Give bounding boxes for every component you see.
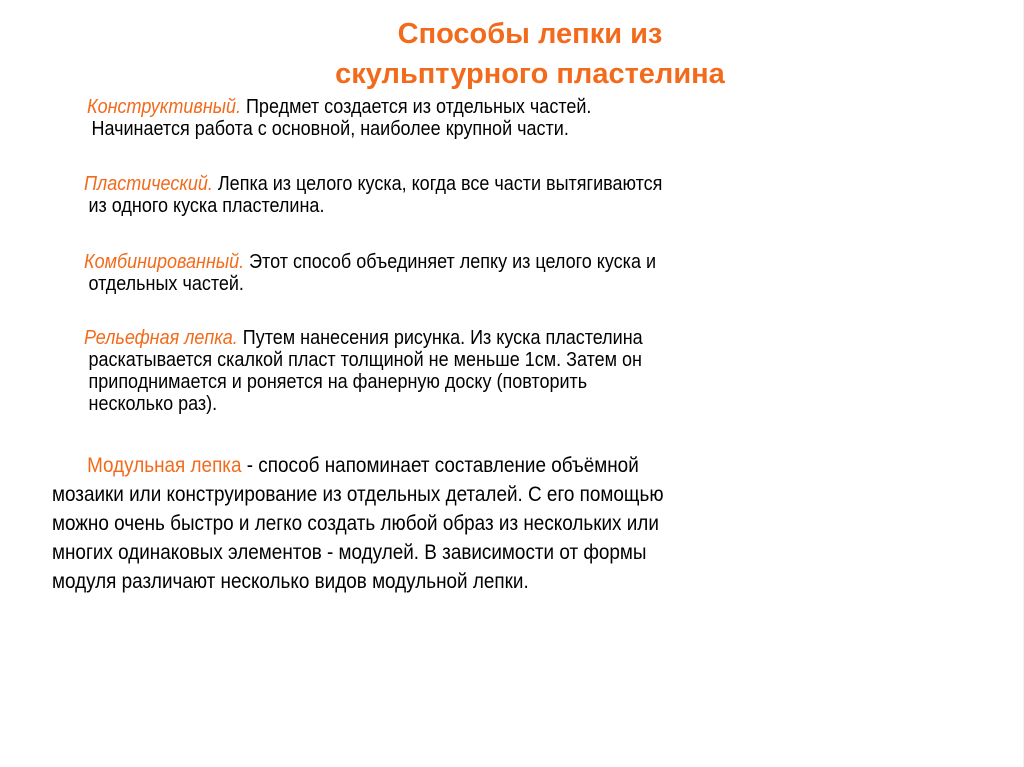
paragraph-text: Предмет создается из отдельных частей. — [240, 96, 592, 118]
paragraph-text: несколько раз). — [88, 393, 218, 415]
slide-title — [0, 14, 1024, 94]
paragraph-text: мозаики или конструирование из отдельных деталей. С его помощью — [52, 483, 664, 506]
paragraph-combined — [84, 251, 656, 295]
term-modular: Модульная лепка — [87, 454, 242, 477]
term-relief: Рельефная лепка. — [84, 327, 238, 349]
paragraph-text: приподнимается и роняется на фанерную доску (повторить — [88, 371, 588, 393]
paragraph-text: многих одинаковых элементов - модулей. В зависимости от формы — [52, 541, 647, 564]
paragraph-modular — [52, 451, 664, 596]
paragraph-text: можно очень быстро и легко создать любой образ из нескольких или — [52, 512, 659, 535]
paragraph-text: Лепка из целого куска, когда все части вытягиваются — [212, 173, 663, 195]
paragraph-text: раскатывается скалкой пласт толщиной не меньше 1см. Затем он — [88, 349, 642, 371]
paragraph-relief — [84, 327, 643, 415]
paragraph-text: - способ напоминает составление объёмной — [241, 454, 639, 477]
paragraph-text: из одного куска пластелина. — [88, 195, 325, 217]
paragraph-text: Начинается работа с основной, наиболее крупной части. — [91, 118, 569, 140]
paragraph-text: модуля различают несколько видов модульной лепки. — [52, 570, 529, 593]
term-constructive: Конструктивный. — [87, 96, 241, 118]
paragraph-text: Путем нанесения рисунка. Из куска пластелина — [237, 327, 643, 349]
term-combined: Комбинированный. — [84, 251, 245, 273]
paragraph-constructive — [87, 96, 591, 140]
title-line-2: скульптурного пластелина — [335, 58, 725, 90]
paragraph-plastic — [84, 173, 662, 217]
title-line-1: Способы лепки из — [397, 18, 663, 50]
term-plastic: Пластический. — [84, 173, 213, 195]
paragraph-text: Этот способ объединяет лепку из целого куска и — [244, 251, 657, 273]
paragraph-text: отдельных частей. — [88, 273, 244, 295]
